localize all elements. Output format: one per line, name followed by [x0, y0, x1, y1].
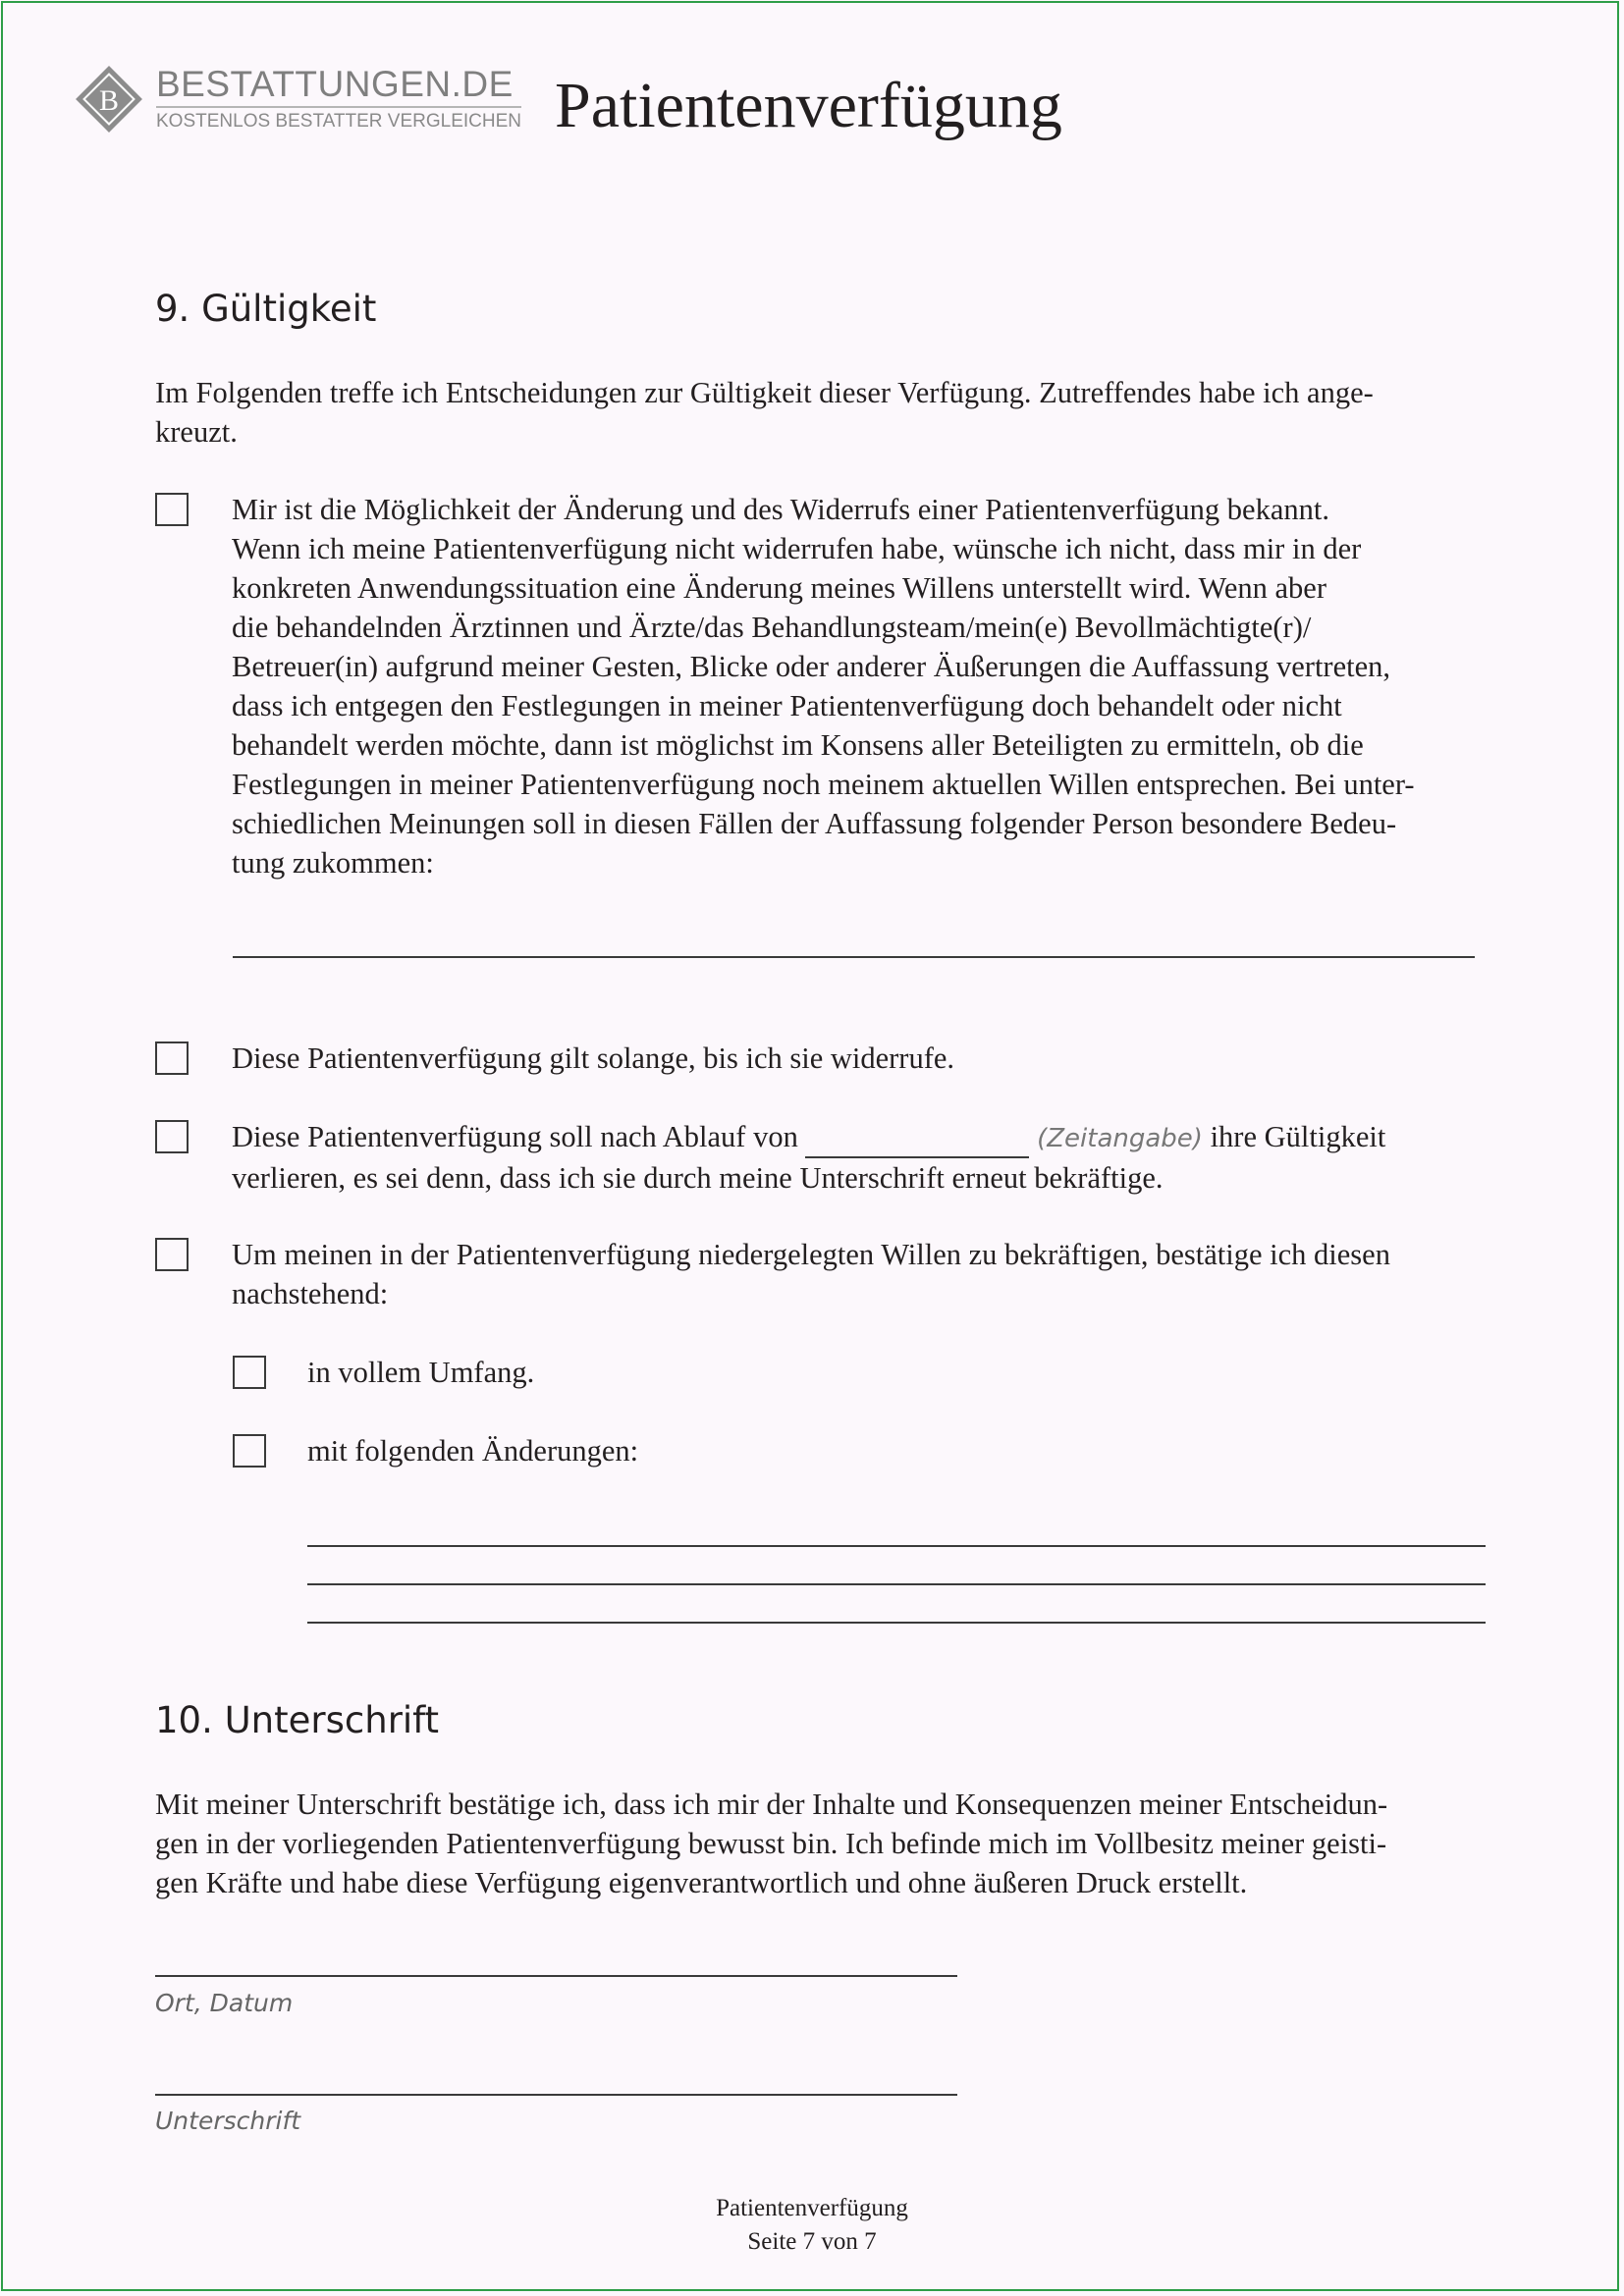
expiry-text-after: ihre Gültigkeit	[1210, 1120, 1386, 1153]
checkbox-valid-until-revoked[interactable]	[155, 1041, 189, 1075]
logo-initial: B	[98, 84, 120, 117]
option-confirm-text	[232, 1235, 1390, 1313]
option-line: schiedlichen Meinungen soll in diesen Fällen der Auffassung folgender Person besondere Bedeu-	[232, 807, 1397, 840]
brand-tagline: KOSTENLOS BESTATTER VERGLEICHEN	[156, 106, 521, 133]
option-line: Um meinen in der Patientenverfügung niedergelegten Willen zu bekräftigen, bestätige ich diesen	[232, 1238, 1390, 1271]
option-valid-until-revoked-text: Diese Patientenverfügung gilt solange, bis ich sie widerrufe.	[232, 1041, 955, 1075]
option-expiry-text	[232, 1117, 1385, 1198]
logo-diamond-icon	[74, 64, 144, 134]
section-10-text	[155, 1785, 1387, 1902]
checkbox-with-changes[interactable]	[233, 1434, 266, 1468]
sub-option-with-changes-text: mit folgenden Änderungen:	[307, 1434, 639, 1468]
checkbox-change-revocation[interactable]	[155, 493, 189, 526]
intro-line: Im Folgenden treffe ich Entscheidungen zur Gültigkeit dieser Verfügung. Zutreffendes habe ich ange-	[155, 376, 1374, 409]
section-10-heading: 10. Unterschrift	[155, 1699, 440, 1741]
brand-logo	[74, 64, 521, 134]
signature-text-line: gen in der vorliegenden Patientenverfügung bewusst bin. Ich befinde mich im Vollbesitz meiner geisti-	[155, 1827, 1387, 1860]
brand-name: BESTATTUNGEN.DE	[156, 64, 514, 104]
intro-line: kreuzt.	[155, 415, 238, 449]
option-line: Wenn ich meine Patientenverfügung nicht widerrufen habe, wünsche ich nicht, dass mir in der	[232, 532, 1362, 565]
footer-title: Patientenverfügung	[716, 2195, 908, 2221]
changes-field-line-1[interactable]	[307, 1545, 1486, 1547]
signature-text-line: Mit meiner Unterschrift bestätige ich, dass ich mir der Inhalte und Konsequenzen meiner Entscheidun-	[155, 1788, 1388, 1821]
changes-field-line-3[interactable]	[307, 1622, 1486, 1624]
page-number: Seite 7 von 7	[747, 2228, 877, 2255]
signature-field[interactable]	[155, 2094, 957, 2096]
changes-field-line-2[interactable]	[307, 1583, 1486, 1585]
expiry-text-before: Diese Patientenverfügung soll nach Ablauf von	[232, 1120, 798, 1153]
option-line: tung zukommen:	[232, 846, 434, 880]
section-9-intro	[155, 373, 1374, 452]
checkbox-full-scope[interactable]	[233, 1356, 266, 1389]
page-footer	[0, 2192, 1624, 2259]
option-line: die behandelnden Ärztinnen und Ärzte/das Behandlungsteam/mein(e) Bevollmächtigte(r)/	[232, 611, 1312, 644]
expiry-time-field[interactable]	[805, 1117, 1029, 1158]
checkbox-confirm[interactable]	[155, 1238, 189, 1271]
document-title: Patientenverfügung	[555, 70, 1062, 141]
place-date-field[interactable]	[155, 1975, 957, 1977]
option-line: dass ich entgegen den Festlegungen in meiner Patientenverfügung doch behandelt oder nicht	[232, 689, 1342, 722]
signature-label: Unterschrift	[155, 2107, 301, 2135]
checkbox-expiry[interactable]	[155, 1120, 189, 1153]
time-hint: (Zeitangabe)	[1037, 1124, 1203, 1153]
option-line: Betreuer(in) aufgrund meiner Gesten, Blicke oder anderer Äußerungen die Auffassung vertreten,	[232, 650, 1391, 683]
option-line: nachstehend:	[232, 1277, 389, 1310]
option-line: konkreten Anwendungssituation eine Änderung meines Willens unterstellt wird. Wenn aber	[232, 571, 1326, 605]
option-line: behandelt werden möchte, dann ist möglichst im Konsens aller Beteiligten zu ermitteln, ob die	[232, 728, 1364, 762]
section-9-heading: 9. Gültigkeit	[155, 288, 377, 330]
option-change-revocation-text	[232, 490, 1415, 882]
sub-option-full-scope-text: in vollem Umfang.	[307, 1356, 535, 1389]
expiry-text-line2: verlieren, es sei denn, dass ich sie durch meine Unterschrift erneut bekräftige.	[232, 1161, 1164, 1195]
person-name-field[interactable]	[233, 956, 1475, 958]
option-line: Festlegungen in meiner Patientenverfügung noch meinem aktuellen Willen entsprechen. Bei unter-	[232, 768, 1415, 801]
option-line: Mir ist die Möglichkeit der Änderung und des Widerrufs einer Patientenverfügung bekannt.	[232, 493, 1329, 526]
place-date-label: Ort, Datum	[155, 1989, 294, 2017]
signature-text-line: gen Kräfte und habe diese Verfügung eigenverantwortlich und ohne äußeren Druck erstellt.	[155, 1866, 1248, 1899]
